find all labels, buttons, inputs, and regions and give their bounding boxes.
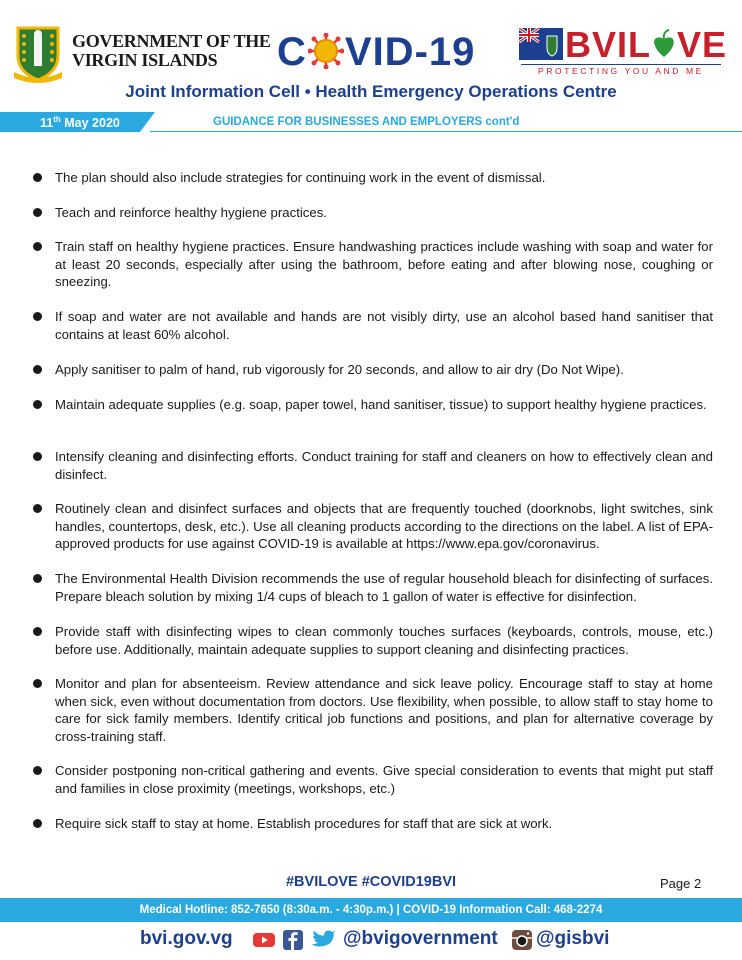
bullet-icon <box>33 766 42 775</box>
page-number: Page 2 <box>660 876 702 891</box>
date-month-year: May 2020 <box>60 116 120 131</box>
list-item-text: If soap and water are not available and hands are not visibly dirty, use an alcohol based hand sanitiser that contains at least 60% alcohol. <box>55 309 713 342</box>
bvilove-tagline: PROTECTING YOU AND ME <box>521 64 721 76</box>
bullet-icon <box>33 173 42 182</box>
list-item-text: Require sick staff to stay at home. Establish procedures for staff that are sick at work. <box>55 816 553 831</box>
guidance-heading: GUIDANCE FOR BUSINESSES AND EMPLOYERS cont'd <box>213 116 520 128</box>
website-link[interactable]: bvi.gov.vg <box>140 928 233 949</box>
date-suffix: th <box>53 115 61 124</box>
list-item-text: Monitor and plan for absenteeism. Review attendance and sick leave policy. Encourage staff to stay at home when sick, even without documentation from doctors. Use flexibility, when possible, to allow staff to stay home to care for sick family members. Identify critical job functions and positions, and plan for alternative coverage by cross-training staff. <box>55 676 713 744</box>
bullet-icon <box>33 312 42 321</box>
twitter-icon[interactable] <box>311 930 337 950</box>
covid-title-prefix: C <box>277 30 307 74</box>
bullet-icon <box>33 819 42 828</box>
list-item-text: Maintain adequate supplies (e.g. soap, paper towel, hand sanitiser, tissue) to support healthy hygiene practices. <box>55 397 707 412</box>
list-item-text: Consider postponing non-critical gathering and events. Give special consideration to events that might put staff and families in close proximity (meetings, workshops, etc.) <box>55 763 713 796</box>
covid-title-suffix: VID-19 <box>344 30 476 74</box>
date-day: 11 <box>40 116 54 131</box>
list-item-text: The Environmental Health Division recommends the use of regular household bleach for disinfecting of surfaces. Prepare bleach solution by mixing 1/4 cups of bleach to 1 gallon of water is effective for disinfection. <box>55 571 713 604</box>
instagram-icon[interactable] <box>511 930 533 950</box>
list-item-text: Provide staff with disinfecting wipes to clean commonly touches surfaces (keyboards, controls, mouse, etc.) before use. Additionally, maintain adequate supplies to support cleaning and disinfecting practices. <box>55 624 713 657</box>
list-item-text: Train staff on healthy hygiene practices. Ensure handwashing practices include washing with soap and water for at least 20 seconds, especially after using the bathroom, before eating and after blowing nose, coughing or sneezing. <box>55 239 713 289</box>
bullet-icon <box>33 208 42 217</box>
bvilove-suffix: VE <box>677 24 728 65</box>
youtube-icon[interactable] <box>253 930 275 950</box>
bullet-icon <box>33 504 42 513</box>
subtitle-heading: Joint Information Cell • Health Emergency Operations Centre <box>125 82 617 101</box>
government-line-2: VIRGIN ISLANDS <box>72 50 218 70</box>
facebook-icon[interactable] <box>282 930 304 950</box>
bullet-icon <box>33 365 42 374</box>
list-item-text: Teach and reinforce healthy hygiene practices. <box>55 205 327 220</box>
list-item-text: The plan should also include strategies for continuing work in the event of dismissal. <box>55 170 546 185</box>
instagram-handle[interactable]: @gisbvi <box>536 928 610 949</box>
bullet-icon <box>33 242 42 251</box>
government-line-1: GOVERNMENT OF THE <box>72 31 271 51</box>
bullet-icon <box>33 679 42 688</box>
bullet-icon <box>33 574 42 583</box>
bullet-icon <box>33 452 42 461</box>
hashtags: #BVILOVE #COVID19BVI <box>285 874 457 890</box>
bullet-icon <box>33 627 42 636</box>
twitter-handle[interactable]: @bvigovernment <box>343 928 498 949</box>
list-item-text: Apply sanitiser to palm of hand, rub vigorously for 20 seconds, and allow to air dry (Do Not Wipe). <box>55 362 624 377</box>
list-item-text: Intensify cleaning and disinfecting efforts. Conduct training for staff and cleaners on how to effectively clean and disinfect. <box>55 449 713 482</box>
hotline-text: Medical Hotline: 852-7650 (8:30a.m. - 4:30p.m.) | COVID-19 Information Call: 468-2274 <box>139 904 603 916</box>
bullet-icon <box>33 400 42 409</box>
list-item-text: Routinely clean and disinfect surfaces and objects that are frequently touched (doorknobs, light switches, sink handles, countertops, desk, etc.). Use all cleaning products according to the directions on the label. A list of EPA-approved products for use against COVID-19 is available at https://www.epa.gov/coronavirus. <box>55 501 713 551</box>
bvilove-prefix: BVIL <box>565 24 652 65</box>
